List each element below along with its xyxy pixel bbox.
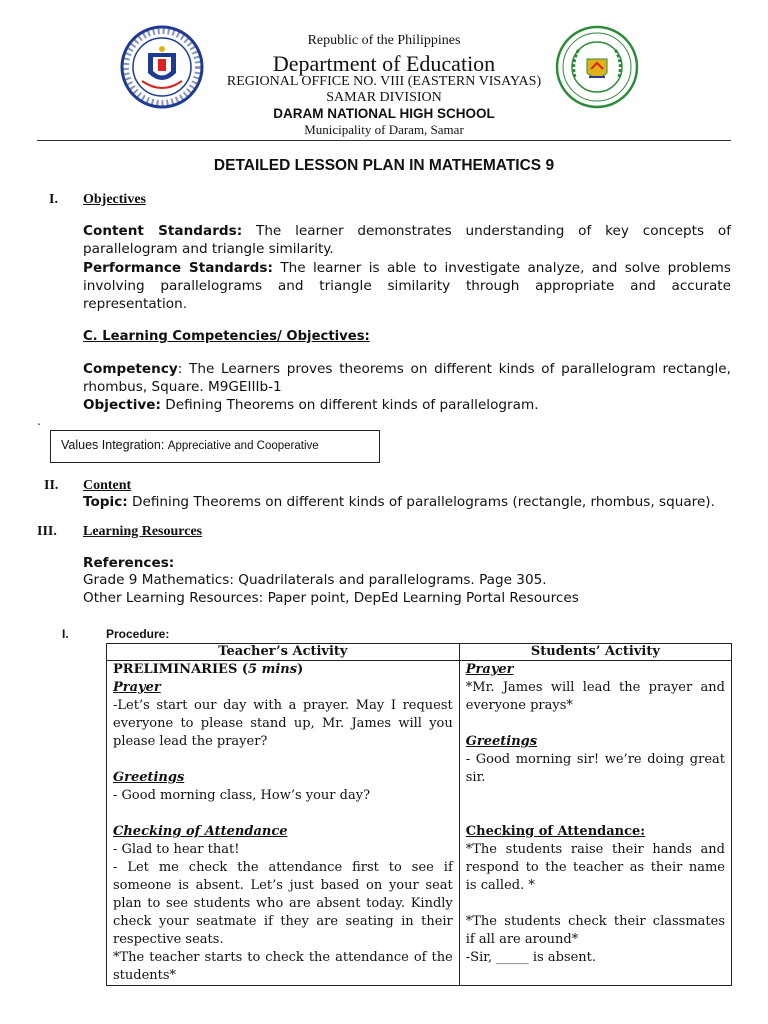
students-column-header: Students’ Activity xyxy=(459,644,731,661)
students-attendance-heading: Checking of Attendance: xyxy=(465,824,646,839)
teacher-attendance-heading: Checking of Attendance xyxy=(113,824,288,839)
teacher-greetings-text: - Good morning class, How’s your day? xyxy=(113,788,371,803)
teacher-attendance-line-2: - Let me check the attendance first to see if someone is absent. Let’s just based on your seat plan to see students who are absent today. Kindly check your seatmate if they are seating in their respective seats. xyxy=(113,860,453,947)
objective xyxy=(83,396,731,414)
competency-text: : The Learners proves theorems on different kinds of parallelogram rectangle, rhombus, Square. M9GEIIIb-1 xyxy=(83,361,731,395)
objectives-number: I. xyxy=(49,192,58,207)
reference-line-1: Grade 9 Mathematics: Quadrilaterals and parallelograms. Page 305. xyxy=(83,572,547,588)
reference-line-2: Other Learning Resources: Paper point, DepEd Learning Portal Resources xyxy=(83,590,579,606)
content-number: II. xyxy=(44,478,59,493)
teacher-attendance-line-1: - Glad to hear that! xyxy=(113,842,240,857)
teacher-column-header: Teacher’s Activity xyxy=(107,644,460,661)
content-standards-text: The learner demonstrates understanding of key concepts of parallelogram and triangle similarity. xyxy=(83,223,732,257)
teacher-greetings-heading: Greetings xyxy=(113,770,185,785)
preliminaries-heading: PRELIMINARIES (5 mins) xyxy=(113,662,304,677)
preliminaries-time: 5 mins xyxy=(248,662,298,677)
students-greetings-text: - Good morning sir! we’re doing great sir. xyxy=(465,752,725,785)
resources-number: III. xyxy=(37,524,57,539)
objective-text: Defining Theorems on different kinds of parallelogram. xyxy=(165,397,539,413)
topic-text: Defining Theorems on different kinds of parallelograms (rectangle, rhombus, square). xyxy=(132,494,715,510)
performance-standards-text: The learner is able to investigate analyze, and solve problems involving parallelograms and triangle similarity through appropriate and accurate representation. xyxy=(83,260,731,312)
document-title: DETAILED LESSON PLAN IN MATHEMATICS 9 xyxy=(213,157,555,174)
topic xyxy=(83,493,731,511)
objective-label: Objective: xyxy=(83,397,161,413)
school-name: DARAM NATIONAL HIGH SCHOOL xyxy=(273,106,495,121)
competency xyxy=(83,360,731,396)
municipality-name: Municipality of Daram, Samar xyxy=(304,122,464,137)
resources-heading: Learning Resources xyxy=(83,524,203,539)
procedure-table xyxy=(106,643,732,986)
values-label: Values Integration: xyxy=(61,438,165,452)
objectives-heading: Objectives xyxy=(83,192,146,207)
content-standards-label: Content Standards: xyxy=(83,223,243,239)
students-greetings-heading: Greetings xyxy=(465,734,538,749)
references-label: References: xyxy=(83,555,175,571)
students-attendance-line-3: -Sir, _____ is absent. xyxy=(465,950,597,965)
performance-standards xyxy=(83,259,731,313)
performance-standards-label: Performance Standards: xyxy=(83,260,273,276)
competencies-heading: C. Learning Competencies/ Objectives: xyxy=(83,329,370,344)
region-name: REGIONAL OFFICE NO. VIII (EASTERN VISAYAS) xyxy=(226,74,542,89)
teacher-attendance-line-3: *The teacher starts to check the attendance of the students* xyxy=(113,950,453,983)
students-prayer-heading: Prayer xyxy=(465,662,514,677)
values-text: Appreciative and Cooperative xyxy=(167,440,319,452)
values-integration-box xyxy=(50,430,380,463)
content-heading: Content xyxy=(83,478,132,493)
topic-label: Topic: xyxy=(83,494,128,510)
header-divider xyxy=(37,140,731,141)
division-name: SAMAR DIVISION xyxy=(326,90,442,105)
table-header-row xyxy=(107,644,732,661)
students-attendance-line-2: *The students check their classmates if all are around* xyxy=(465,914,725,947)
teacher-prayer-heading: Prayer xyxy=(113,680,161,695)
competency-label: Competency xyxy=(83,361,178,377)
department-name: Department of Education xyxy=(272,51,496,76)
teacher-prayer-text: -Let’s start our day with a prayer. May I request everyone to please stand up, Mr. James will you please lead the prayer? xyxy=(113,698,453,749)
procedure-label: Procedure: xyxy=(106,627,170,641)
students-prayer-text: *Mr. James will lead the prayer and everyone prays* xyxy=(465,680,725,713)
students-attendance-line-1: *The students raise their hands and respond to the teacher as their name is called. * xyxy=(465,842,725,893)
procedure-number: I. xyxy=(62,627,69,641)
content-standards xyxy=(83,222,731,258)
stray-mark: . xyxy=(37,414,41,428)
table-row xyxy=(107,661,732,986)
republic-label: Republic of the Philippines xyxy=(307,33,461,48)
students-activity-cell xyxy=(459,661,731,986)
teacher-activity-cell xyxy=(107,661,460,986)
